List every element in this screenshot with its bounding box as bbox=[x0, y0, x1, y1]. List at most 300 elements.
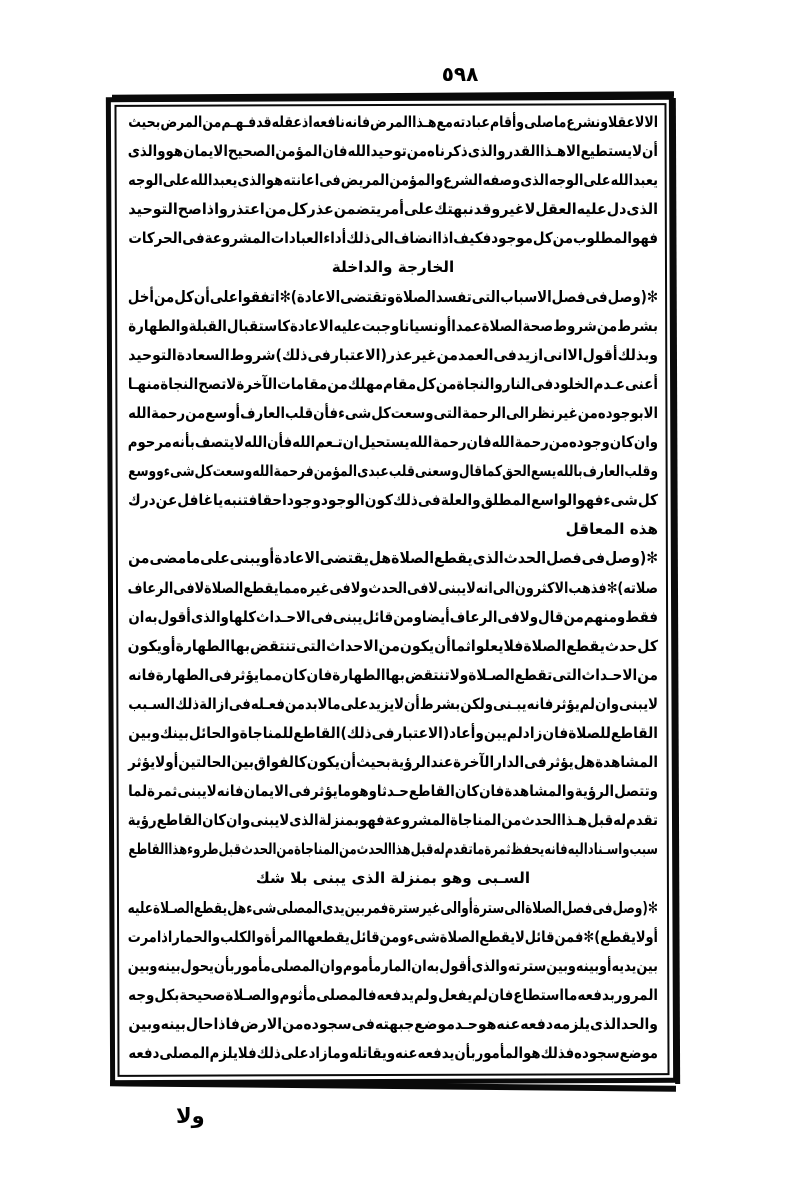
text-line bbox=[128, 777, 658, 806]
word: سترة bbox=[472, 898, 505, 917]
word: كل bbox=[416, 374, 436, 393]
word: الصلاة bbox=[481, 316, 523, 335]
word: وقلب bbox=[624, 462, 658, 481]
word: المصلى bbox=[276, 898, 323, 917]
word: كل bbox=[174, 287, 194, 306]
word: الاعادة bbox=[274, 549, 320, 568]
word: فانه bbox=[128, 665, 156, 684]
word: الشرع bbox=[443, 171, 483, 190]
word: فصل bbox=[561, 898, 593, 917]
word: فى bbox=[310, 607, 333, 626]
word: الطهارة bbox=[155, 665, 209, 684]
text-line bbox=[128, 661, 658, 690]
word: التوحيد bbox=[128, 345, 177, 364]
word: وبين bbox=[127, 956, 158, 975]
word: والذى bbox=[471, 956, 508, 975]
word: الى bbox=[506, 403, 529, 422]
word: فانه bbox=[526, 694, 554, 713]
word: الحق bbox=[502, 462, 531, 481]
word: الى bbox=[504, 898, 526, 917]
word: غير bbox=[412, 345, 437, 364]
word: القاطع bbox=[156, 811, 203, 830]
word: منهـا bbox=[127, 374, 161, 393]
word: الذى bbox=[289, 811, 319, 830]
word: الدار bbox=[494, 753, 525, 772]
word: استطاع bbox=[513, 985, 564, 1004]
word: الله bbox=[292, 433, 316, 452]
word: المشروعة bbox=[384, 811, 451, 830]
word: أداء bbox=[323, 229, 347, 248]
word: يبنى bbox=[177, 782, 207, 801]
word: مع bbox=[436, 113, 453, 131]
word: فهو bbox=[631, 229, 658, 248]
word: مما bbox=[259, 665, 282, 684]
word: فذهب bbox=[568, 578, 607, 597]
word: حـد bbox=[454, 1014, 478, 1033]
word: يبنى bbox=[250, 811, 280, 830]
word: الصلاة bbox=[523, 636, 567, 655]
word: هو bbox=[477, 1014, 497, 1033]
word: لا bbox=[234, 433, 245, 452]
word: ومنهم bbox=[583, 607, 626, 626]
word: ذلك bbox=[346, 229, 371, 248]
word: كلها bbox=[228, 607, 256, 626]
word: أقول bbox=[157, 607, 191, 626]
word: وأعاد bbox=[449, 723, 484, 742]
word: فمر bbox=[364, 898, 389, 917]
text-line bbox=[128, 748, 658, 777]
word: كون bbox=[364, 491, 393, 510]
word: شروط bbox=[229, 345, 276, 364]
word: بحيث bbox=[356, 753, 391, 772]
word: القاطع bbox=[610, 723, 658, 742]
word: يفعل bbox=[437, 985, 473, 1004]
word: كل bbox=[371, 403, 391, 422]
word: يستحيل bbox=[358, 433, 410, 452]
word: وسعنى bbox=[414, 462, 459, 481]
word: فقط bbox=[625, 607, 658, 626]
word: فذلك bbox=[540, 1044, 575, 1062]
word: واسـناد bbox=[587, 840, 630, 859]
word: ان bbox=[411, 956, 427, 975]
word: من bbox=[338, 840, 357, 859]
word: غير bbox=[555, 403, 578, 422]
word: عـدم bbox=[593, 374, 626, 393]
word: هو bbox=[265, 171, 284, 190]
word: أن bbox=[404, 694, 420, 713]
word: يؤثر bbox=[553, 694, 580, 713]
word: هل bbox=[573, 753, 596, 772]
word: يكون bbox=[399, 636, 435, 655]
word: الا bbox=[644, 113, 658, 131]
text-line bbox=[128, 981, 658, 1010]
text-line bbox=[128, 1039, 658, 1068]
word: فى bbox=[581, 549, 606, 568]
word: رحمة bbox=[151, 403, 186, 422]
word: عليه bbox=[576, 200, 607, 219]
word: يدفعه bbox=[376, 985, 414, 1004]
word: يبنى bbox=[332, 607, 363, 626]
word: أن bbox=[434, 636, 451, 655]
word: ذلك) bbox=[340, 723, 372, 742]
word: فانه bbox=[544, 840, 568, 859]
word: غير bbox=[500, 200, 525, 219]
word: لا bbox=[466, 578, 476, 597]
word: فى bbox=[524, 753, 547, 772]
word: الايمان bbox=[183, 142, 228, 161]
word: ولكن bbox=[460, 694, 493, 713]
word: يحفظ bbox=[510, 840, 545, 859]
word: عند bbox=[430, 753, 454, 772]
word: من bbox=[596, 316, 618, 335]
word: المصلى bbox=[159, 1044, 210, 1062]
word: مرحوم bbox=[127, 433, 172, 452]
word: الوجه bbox=[548, 171, 584, 190]
word: فى bbox=[493, 345, 517, 364]
word: لا bbox=[394, 694, 405, 713]
word: موضع bbox=[619, 1044, 658, 1062]
word: يدى bbox=[322, 898, 345, 917]
word: ويقاتله bbox=[348, 1044, 396, 1062]
word: المرأة bbox=[264, 927, 303, 946]
word: قبل bbox=[218, 840, 242, 859]
word: وتقتضى bbox=[340, 287, 396, 306]
word: ما bbox=[327, 694, 341, 713]
word: فى bbox=[319, 171, 341, 190]
text-line bbox=[128, 1010, 658, 1039]
word: أوسع bbox=[205, 403, 241, 422]
word: كاستقبال bbox=[226, 316, 291, 335]
word: لا bbox=[279, 811, 290, 830]
word: فان bbox=[479, 782, 505, 801]
word: الآخرة bbox=[236, 374, 278, 393]
word: ما bbox=[553, 113, 567, 131]
word: فاذا bbox=[213, 1014, 240, 1033]
word: لا bbox=[515, 927, 525, 946]
section-heading-line bbox=[128, 544, 658, 573]
word: على bbox=[340, 694, 369, 713]
word: فصل bbox=[551, 287, 586, 306]
word: من bbox=[501, 811, 522, 830]
word: كل bbox=[286, 200, 308, 219]
word: فى bbox=[417, 491, 441, 510]
word: طروء bbox=[187, 840, 219, 859]
word: فى bbox=[592, 898, 613, 917]
word: فهو bbox=[359, 811, 385, 830]
word: يحول bbox=[180, 956, 214, 975]
word: كان bbox=[609, 433, 634, 452]
word: قائل bbox=[349, 927, 380, 946]
word: انى bbox=[543, 345, 568, 364]
word: الرعاف bbox=[127, 578, 174, 597]
word: المرض bbox=[160, 113, 203, 131]
word: الصلاة bbox=[395, 287, 436, 306]
word: يؤثر bbox=[546, 753, 574, 772]
word: القاطع bbox=[408, 782, 455, 801]
word: سترته bbox=[507, 956, 547, 975]
word: التى bbox=[471, 287, 501, 306]
word: موجود bbox=[491, 229, 533, 248]
word: انه bbox=[475, 578, 493, 597]
word: توحيد bbox=[370, 142, 407, 161]
word: لم bbox=[506, 723, 523, 742]
word: وأقام bbox=[489, 113, 525, 131]
word: المرور bbox=[614, 985, 658, 1004]
word: تقطع bbox=[514, 665, 553, 684]
word: الله bbox=[347, 142, 371, 161]
word: فانه bbox=[216, 782, 244, 801]
word: يبـنى bbox=[492, 694, 527, 713]
word: ووسع bbox=[128, 462, 164, 481]
word: من bbox=[264, 200, 287, 219]
text-line bbox=[128, 108, 658, 137]
word: به bbox=[426, 956, 440, 975]
word: المؤمن bbox=[275, 142, 323, 161]
word: بأن bbox=[454, 1044, 476, 1062]
word: النار bbox=[502, 374, 531, 393]
word: مهلك bbox=[347, 374, 384, 393]
word: ذكرناه bbox=[426, 142, 468, 161]
word: حال bbox=[185, 1014, 214, 1033]
word: بها bbox=[230, 636, 251, 655]
word: تنتقض bbox=[404, 665, 450, 684]
word: فى bbox=[173, 578, 195, 597]
word: سبب bbox=[629, 840, 658, 859]
word: فى bbox=[208, 665, 232, 684]
word: من bbox=[378, 636, 400, 655]
word: والذى bbox=[190, 607, 229, 626]
word: فى bbox=[497, 607, 520, 626]
word: شىء bbox=[246, 898, 277, 917]
word: العارف bbox=[582, 462, 625, 481]
word: يكون bbox=[127, 636, 162, 655]
word: فى bbox=[228, 694, 251, 713]
word: القاطع bbox=[128, 840, 169, 859]
word: لا bbox=[194, 578, 205, 597]
text-line bbox=[128, 224, 658, 253]
word: الصـلاة bbox=[468, 665, 515, 684]
word: ازالة bbox=[199, 694, 229, 713]
word: القبلة bbox=[188, 316, 227, 335]
word: وجوده bbox=[568, 433, 610, 452]
word: فعـله bbox=[250, 694, 285, 713]
word: تصح bbox=[198, 374, 227, 393]
word: حدث bbox=[604, 636, 638, 655]
word: شروط bbox=[553, 316, 597, 335]
word: التى bbox=[433, 403, 462, 422]
word: والعلة bbox=[440, 491, 481, 510]
word: زاد bbox=[308, 1044, 328, 1062]
word: المناجاة bbox=[294, 840, 339, 859]
word: التى bbox=[552, 665, 582, 684]
word: العمد bbox=[457, 345, 494, 364]
word: الرحمة bbox=[461, 403, 507, 422]
word: ما bbox=[186, 549, 201, 568]
word: ذلك bbox=[175, 694, 200, 713]
word: فى bbox=[307, 345, 331, 364]
word: لا bbox=[632, 142, 643, 161]
word: (الاعتبار bbox=[330, 345, 387, 364]
word: هل bbox=[368, 549, 392, 568]
word: قلب bbox=[285, 403, 314, 422]
catchword: ولا bbox=[176, 1104, 205, 1128]
word: لم bbox=[472, 985, 488, 1004]
word: قائل bbox=[524, 927, 555, 946]
word: التوحيد bbox=[128, 200, 178, 219]
word: ✻(وصل bbox=[612, 898, 658, 917]
word: من bbox=[276, 840, 295, 859]
word: بأنه bbox=[171, 433, 195, 452]
word: والحمار bbox=[172, 927, 221, 946]
word: الله bbox=[189, 171, 213, 190]
word: فان bbox=[542, 723, 569, 742]
word: الحدث bbox=[521, 811, 562, 830]
word: وبين bbox=[128, 1014, 161, 1033]
word: فرحمة bbox=[273, 462, 314, 481]
word: أو bbox=[260, 549, 275, 568]
word: نبهتك bbox=[434, 200, 474, 219]
word: سجوده bbox=[303, 1014, 352, 1033]
word: يقطع)✻ bbox=[583, 927, 636, 946]
word: تقدم bbox=[444, 840, 473, 859]
word: (الاعتبار bbox=[394, 723, 450, 742]
word: الصلاة bbox=[204, 578, 244, 597]
word: قال bbox=[538, 607, 564, 626]
word: له bbox=[433, 840, 445, 859]
word: فتنبه bbox=[223, 491, 258, 510]
word: فان bbox=[322, 142, 348, 161]
word: الاعادة)✻ bbox=[279, 287, 341, 306]
word: الله bbox=[491, 433, 515, 452]
word: اذا bbox=[156, 927, 173, 946]
word: الاحـداث bbox=[255, 607, 311, 626]
word: يبنى bbox=[619, 694, 649, 713]
word: فى bbox=[288, 782, 311, 801]
word: ✻(وصل bbox=[605, 549, 658, 568]
word: وجبت bbox=[361, 316, 400, 335]
word: ونشرع bbox=[566, 113, 608, 131]
word: أو bbox=[438, 316, 452, 335]
text-line bbox=[127, 632, 658, 661]
word: والكلب bbox=[220, 927, 265, 946]
word: من bbox=[202, 113, 222, 131]
word: يبن bbox=[483, 723, 507, 742]
word: جبهته bbox=[374, 1014, 415, 1033]
word: الله bbox=[244, 433, 268, 452]
text-line bbox=[128, 719, 658, 748]
word: ما bbox=[563, 985, 578, 1004]
word: كالفواق bbox=[253, 753, 307, 772]
text-line: السـبى وهو بمنزلة الذى يبنى بلا شك bbox=[255, 869, 531, 888]
word: زاد bbox=[522, 723, 543, 742]
word: أو bbox=[599, 956, 612, 975]
word: مقام bbox=[383, 374, 417, 393]
word: الصلاة bbox=[439, 927, 480, 946]
word: بالله bbox=[556, 462, 583, 481]
word: أمر bbox=[381, 200, 404, 219]
word: بينه bbox=[575, 956, 600, 975]
word: يسع bbox=[530, 462, 557, 481]
word: تفسد bbox=[435, 287, 472, 306]
word: قبل bbox=[587, 811, 614, 830]
word: الا bbox=[567, 345, 583, 364]
word: لا bbox=[428, 578, 438, 597]
word: بكل bbox=[154, 985, 180, 1004]
word: الحدث bbox=[368, 578, 408, 597]
word: اليه bbox=[567, 840, 588, 859]
word: ما bbox=[472, 840, 485, 859]
word: أوالى bbox=[440, 898, 473, 917]
word: الصلاة bbox=[525, 898, 562, 917]
word: الطهارة bbox=[332, 665, 386, 684]
word: فأن bbox=[267, 433, 293, 452]
word: لا bbox=[524, 200, 536, 219]
word: فهو bbox=[576, 491, 604, 510]
word: بشرط bbox=[617, 316, 658, 335]
word: أخل bbox=[127, 287, 154, 306]
word: من bbox=[577, 403, 598, 422]
word: وما bbox=[327, 1044, 349, 1062]
word: بينه bbox=[157, 956, 181, 975]
word: بينه bbox=[160, 1014, 186, 1033]
word: بشرط bbox=[419, 694, 461, 713]
word: للصلاة bbox=[568, 723, 611, 742]
word: الاعادة bbox=[290, 316, 334, 335]
word: من bbox=[327, 374, 348, 393]
word: ولا bbox=[350, 578, 369, 597]
word: أن bbox=[193, 287, 210, 306]
word: ومن bbox=[379, 927, 408, 946]
word: يكون bbox=[306, 753, 340, 772]
word: الواسع bbox=[530, 491, 577, 510]
word: مرت bbox=[127, 927, 157, 946]
word: يتصف bbox=[194, 433, 235, 452]
text-line bbox=[128, 690, 658, 719]
word: يؤثر bbox=[128, 753, 156, 772]
word: وسعت bbox=[212, 462, 253, 481]
word: المريض bbox=[340, 171, 390, 190]
word: الحدث bbox=[503, 549, 547, 568]
word: المرض bbox=[370, 113, 413, 131]
word: قلب bbox=[388, 462, 415, 481]
word: لم bbox=[579, 694, 595, 713]
word: هو bbox=[523, 1044, 541, 1062]
word: صح bbox=[177, 200, 202, 219]
word: كل bbox=[637, 491, 658, 510]
word: ازيد bbox=[516, 345, 544, 364]
word: على bbox=[403, 200, 435, 219]
word: واذا bbox=[201, 200, 228, 219]
word: له bbox=[613, 811, 627, 830]
word: وجودا bbox=[282, 491, 321, 510]
section-heading-line bbox=[127, 283, 658, 312]
word: اعانته bbox=[283, 171, 320, 190]
word: المطلوب bbox=[573, 229, 632, 248]
word: يؤثر bbox=[310, 782, 338, 801]
word: يقتضى bbox=[319, 549, 369, 568]
word: قبل bbox=[410, 840, 434, 859]
word: تـعم bbox=[315, 433, 343, 452]
word: فصل bbox=[546, 549, 582, 568]
word: العارف bbox=[240, 403, 286, 422]
word: عذر bbox=[307, 200, 334, 219]
word: من bbox=[284, 694, 305, 713]
word: للمناجاة bbox=[239, 723, 294, 742]
word: أقول bbox=[439, 956, 472, 975]
word: كل bbox=[194, 462, 213, 481]
word: اعتذر bbox=[227, 200, 265, 219]
word: الله bbox=[252, 462, 274, 481]
